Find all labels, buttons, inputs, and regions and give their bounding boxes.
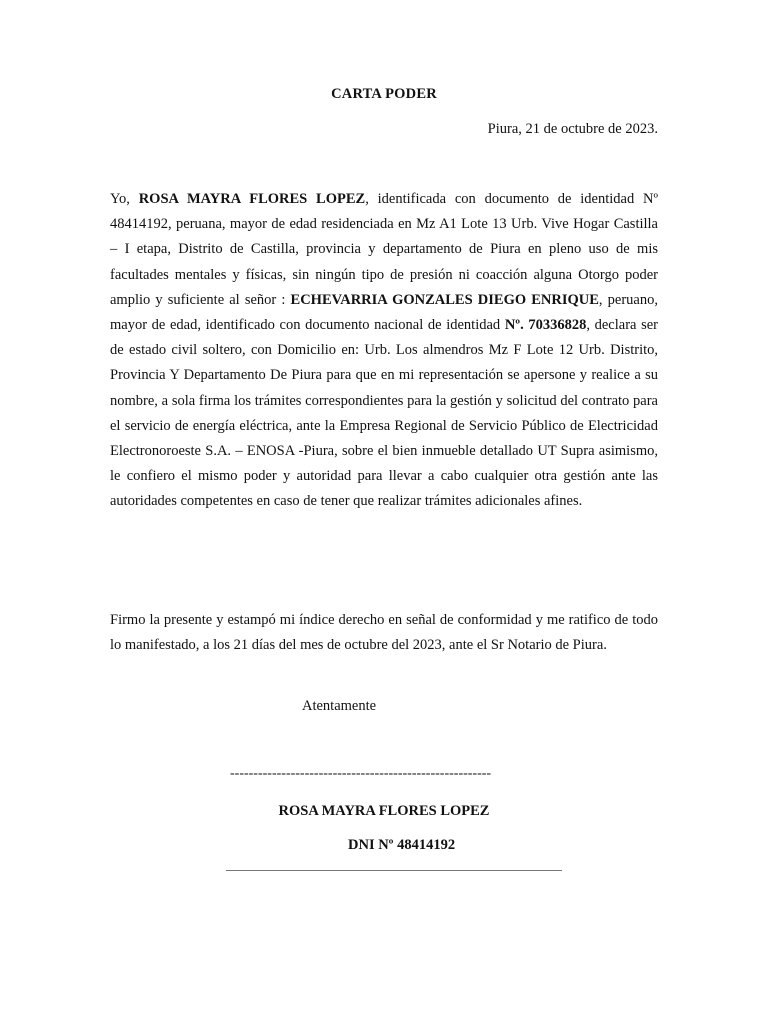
signature-underline [226, 870, 562, 871]
closing-text: Atentamente [302, 698, 377, 714]
signature-name: ROSA MAYRA FLORES LOPEZ [278, 803, 490, 819]
document-title: CARTA PODER [331, 86, 437, 102]
paragraph-1-text-4: , declara ser de estado civil soltero, con Domicilio en: Urb. Los almendros Mz F Lote 12 Urb. Distrito, Provincia Y Departamento De Piura para que en mi representación se apersone y realice a su nombre, a sola firma los trámites correspondientes para la gestión y solicitud del contrato para el servicio de energía eléctrica, ante la Empresa Regional de Servicio Público de Electricidad Electronoroeste S.A. – ENOSA -Piura, sobre el bien inmueble detallado UT Supra asimismo, le confiero el mismo poder y autoridad para llevar a cabo cualquier otra gestión ante las autoridades competentes en caso de tener que realizar trámites adicionales afines. [110, 317, 658, 510]
body-paragraph-2: Firmo la presente y estampó mi índice derecho en señal de conformidad y me ratifico de todo lo manifestado, a los 21 días del mes de octubre del 2023, ante el Sr Notario de Piura. [110, 612, 658, 654]
paragraph-1-text-2: , identificada con documento de identidad Nº 48414192, peruana, mayor de edad residenciada en Mz A1 Lote 13 Urb. Vive Hogar Castilla – I etapa, Distrito de Castilla, provincia y departamento de Piura en pleno uso de mis facultades mentales y físicas, sin ningún tipo de presión ni coacción alguna Otorgo poder amplio y suficiente al señor : [110, 191, 658, 308]
paragraph-1-text-1: Yo, [110, 191, 139, 207]
grantor-name: ROSA MAYRA FLORES LOPEZ [138, 191, 366, 207]
signature-dni: DNI Nº 48414192 [348, 837, 456, 853]
paragraph-1-text-3: , peruano, mayor de edad, identificado con documento nacional de identidad [110, 291, 658, 334]
date-line: Piura, 21 de octubre de 2023. [487, 121, 658, 137]
body-paragraph-1 [110, 187, 658, 515]
signature-dashed-line: -------------------------------------------------------- [230, 766, 492, 781]
attorney-id: Nº. 70336828 [504, 317, 587, 334]
attorney-name: ECHEVARRIA GONZALES DIEGO ENRIQUE [290, 291, 599, 308]
